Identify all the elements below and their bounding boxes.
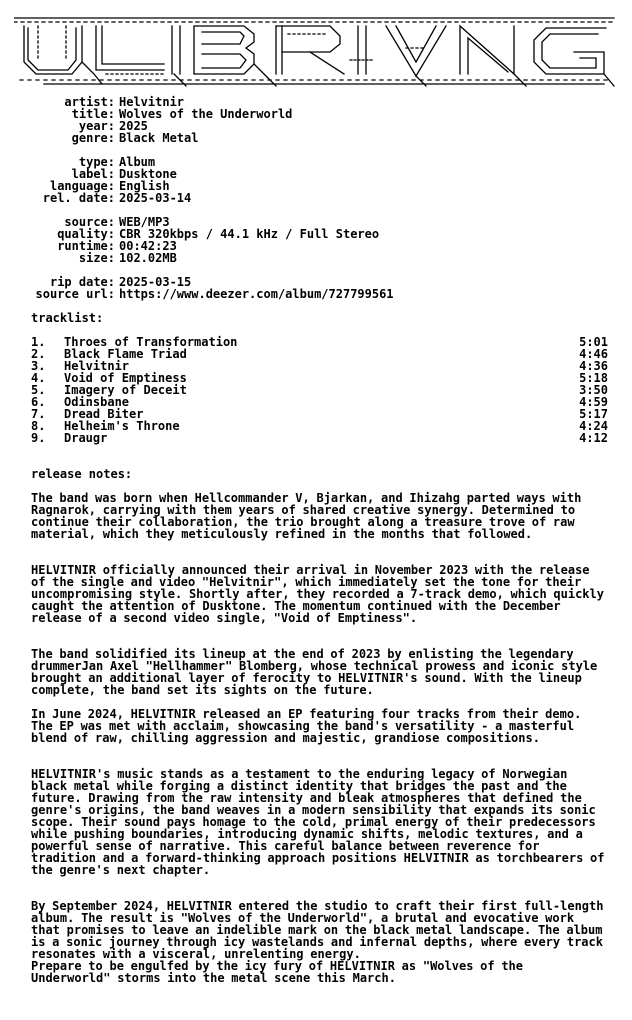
notes-paragraph: The band solidified its lineup at the end of 2023 by enlisting the legendary drummerJan Axel "Hellhammer" Blomberg, whose technical prowess and iconic style brought an additional layer of ferocity to HELVITNIR's sound. With the lineup complete, the band set its sights on the future. — [31, 647, 598, 697]
detail-rip-date: rip date: 2025-03-15 — [49, 275, 192, 289]
detail-language: language: English — [49, 179, 170, 193]
detail-artist: artist: Helvitnir — [64, 95, 185, 109]
detail-quality: quality: CBR 320kbps / 44.1 kHz / Full Stereo — [57, 227, 380, 241]
track-row: 4. Void of Emptiness 5:18 — [31, 371, 608, 385]
track-row: 2. Black Flame Triad 4:46 — [31, 347, 608, 361]
detail-runtime: runtime: 00:42:23 — [57, 239, 177, 253]
detail-genre: genre: Black Metal — [71, 131, 199, 145]
track-row: 5. Imagery of Deceit 3:50 — [31, 383, 608, 397]
detail-label: label: Dusktone — [71, 167, 177, 181]
release-notes-heading: release notes: — [31, 467, 133, 481]
track-row: 9. Draugr 4:12 — [31, 431, 608, 445]
notes-paragraph: HELVITNIR's music stands as a testament to the enduring legacy of Norwegian black metal while forging a distinct identity that bridges the past and the future. Drawing from the raw intensity and bleak atmospheres that defined the genre's origins, the band weaves in a modern sensibility that expands its sonic scope. Their sound pays homage to the cold, primal energy of their predecessors while pushing boundaries, introducing dynamic shifts, melodic textures, and a powerful sense of narrative. This careful balance between reverence for tradition and a forward-thinking approach positions HELVITNIR as torchbearers of the genre's next chapter. — [31, 767, 605, 877]
notes-paragraph: HELVITNIR officially announced their arrival in November 2023 with the release of the single and video "Helvitnir", which immediately set the tone for their uncompromising style. Shortly after, they recorded a 7-track demo, which quickly caught the attention of Dusktone. The momentum continued with the December release of a second video single, "Void of Emptiness". — [31, 563, 604, 625]
ascii-logo-banner — [14, 14, 618, 90]
notes-paragraph: The band was born when Hellcommander V, Bjarkan, and Ihizahg parted ways with Ragnarok, carrying with them years of shared creative synergy. Determined to continue their collaboration, the trio brought along a treasure trove of raw material, which they meticulously refined in the months that followed. — [31, 491, 582, 541]
detail-size: size: 102.02MB — [78, 251, 177, 265]
detail-rel-date: rel. date: 2025-03-14 — [42, 191, 192, 205]
track-row: 7. Dread Biter 5:17 — [31, 407, 608, 421]
detail-source-url: source url: https://www.deezer.com/album/727799561 — [35, 287, 394, 301]
track-row: 3. Helvitnir 4:36 — [31, 359, 608, 373]
detail-type: type: Album — [78, 155, 156, 169]
detail-year: year: 2025 — [78, 119, 148, 133]
track-row: 1. Throes of Transformation 5:01 — [31, 335, 608, 349]
track-row: 8. Helheim's Throne 4:24 — [31, 419, 608, 433]
notes-paragraph: By September 2024, HELVITNIR entered the studio to craft their first full-length album. The result is "Wolves of the Underworld", a brutal and evocative work that promises to leave an indelible mark on the black metal landscape. The album is a sonic journey through icy wastelands and infernal depths, where every track resonates with a visceral, unrelenting energy. Prepare to be engulfed by the icy fury of HELVITNIR as "Wolves of the Underworld" storms into the metal scene this March. — [31, 899, 604, 985]
tracklist-heading: tracklist: — [31, 311, 104, 325]
detail-title: title: Wolves of the Underworld — [71, 107, 293, 121]
notes-paragraph: In June 2024, HELVITNIR released an EP featuring four tracks from their demo. The EP was met with acclaim, showcasing the band's versatility - a masterful blend of raw, chilling aggression and majestic, grandiose compositions. — [31, 707, 582, 745]
detail-source: source: WEB/MP3 — [64, 215, 170, 229]
track-row: 6. Odinsbane 4:59 — [31, 395, 608, 409]
